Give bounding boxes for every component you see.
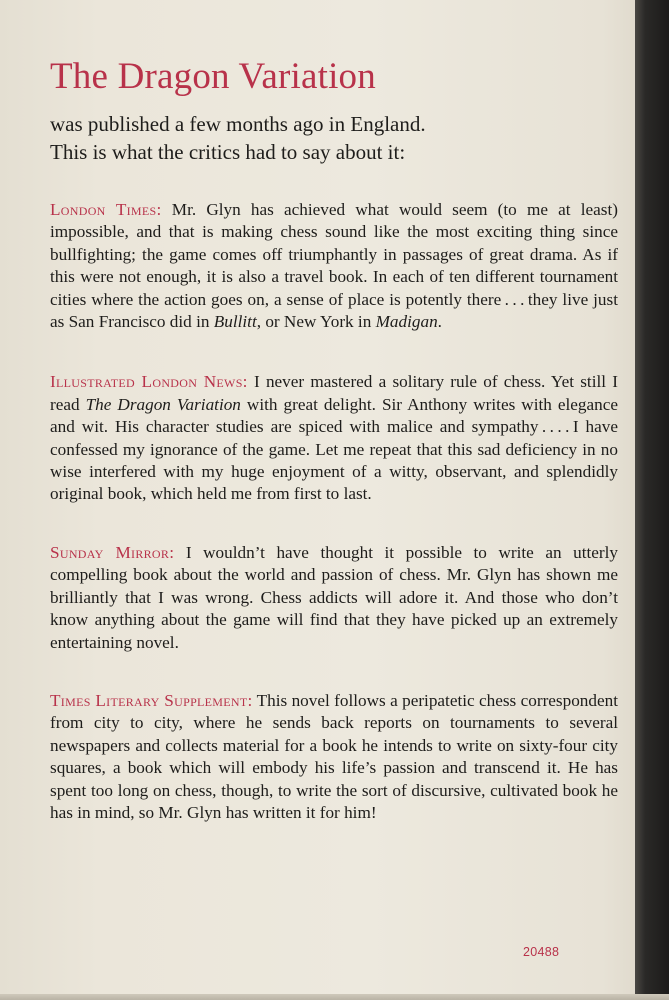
review-source: Times Literary Supplement:	[50, 690, 253, 710]
review-times-literary-supplement	[50, 690, 618, 824]
review-text: with great delight. Sir Anthony writes with elegance and wit. His character studies are spiced with malice and sympathy . . . . I have confessed my ignorance of the game. Let me repeat that this sad deficiency in no wise interfered with my huge enjoyment of a witty, observant, and splendidly original book, which held me from first to last.	[50, 394, 618, 504]
review-illustrated-london-news	[50, 371, 618, 505]
intro-line-1: was published a few months ago in England.	[50, 112, 426, 136]
book-spine	[635, 0, 669, 1000]
catalog-number: 20488	[523, 945, 560, 959]
review-source: Sunday Mirror:	[50, 542, 175, 562]
film-title-madigan: Madigan	[375, 312, 438, 332]
review-text: Mr. Glyn has achieved what would seem (to me at least) impossible, and that is making chess sound like the most exciting thing since bullfighting; the game comes off triumphantly in passages of great drama. As if this were not enough, it is also a travel book. In each of ten different tournament cities where the action goes on, a sense of place is potently there . . . they live just as San Francisco did in	[50, 200, 618, 332]
review-london-times	[50, 199, 618, 333]
review-source: London Times:	[50, 200, 162, 219]
cover-bottom-edge	[0, 994, 669, 1000]
intro-line-2: This is what the critics had to say about it:	[50, 140, 406, 164]
book-title-italic: The Dragon Variation	[85, 394, 241, 414]
review-source: Illustrated London News:	[50, 372, 248, 392]
review-text: This novel follows a peripatetic chess correspondent from city to city, where he sends back reports on tournaments to several newspapers and collects material for a book he intends to write on sixty-four city squares, a book which will embody his life’s passion and transcend it. He has spent too long on chess, though, to write the sort of discursive, cultivated book he has in mind, so Mr. Glyn has written it for him!	[50, 690, 618, 822]
review-sunday-mirror	[50, 542, 618, 654]
review-text: , or New York in	[256, 312, 376, 332]
cover-content	[50, 53, 618, 824]
intro-text	[50, 110, 618, 166]
review-text: I never mastered a solitary rule of chess. Yet still I read	[50, 372, 618, 414]
review-text: I wouldn’t have thought it possible to write an utterly compelling book about the world and passion of chess. Mr. Glyn has shown me brilliantly that I was wrong. Chess addicts will adore it. And those who don’t know anything about the game will find that they have picked up an extremely entertaining novel.	[50, 542, 618, 652]
book-title: The Dragon Variation	[50, 56, 376, 97]
review-text: .	[437, 312, 442, 332]
film-title-bullitt: Bullitt	[213, 312, 257, 332]
